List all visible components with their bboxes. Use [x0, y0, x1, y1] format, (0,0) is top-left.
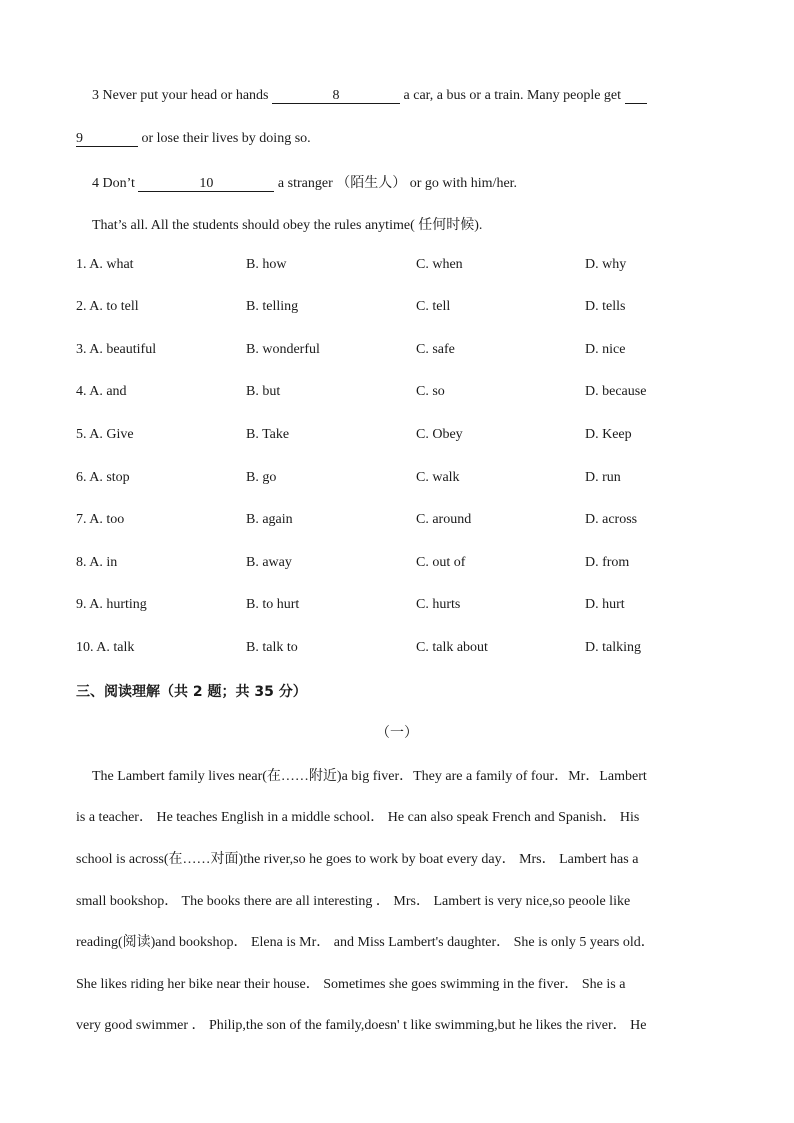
option-a: 4. A. and: [76, 384, 127, 399]
option-row: [76, 470, 736, 490]
rule-4-text: 4 Don’t: [92, 176, 139, 191]
option-b: B. again: [246, 512, 293, 527]
closing-line: That’s all. All the students should obey the rules anytime( 任何时候).: [92, 218, 483, 233]
option-b: B. talk to: [246, 640, 298, 655]
option-b: B. Take: [246, 427, 290, 442]
option-b: B. go: [246, 470, 277, 485]
option-a: 1. A. what: [76, 257, 134, 272]
option-a: 9. A. hurting: [76, 597, 147, 612]
option-d: D. talking: [585, 640, 641, 655]
option-c: C. talk about: [416, 640, 488, 655]
option-d: D. across: [585, 512, 638, 527]
section-heading: 三、阅读理解（共 2 题；共 35 分）: [76, 684, 307, 700]
option-d: D. hurt: [585, 597, 625, 612]
option-a: 2. A. to tell: [76, 299, 139, 314]
option-row: [76, 640, 736, 660]
option-b: B. telling: [246, 299, 299, 314]
option-c: C. around: [416, 512, 472, 527]
option-d: D. from: [585, 555, 630, 570]
passage-line: reading(阅读)and bookshop． Elena is Mr． and Miss Lambert's daughter． She is only 5 years old．: [76, 935, 655, 950]
option-a: 3. A. beautiful: [76, 342, 157, 357]
passage-line: She likes riding her bike near their house． Sometimes she goes swimming in the fiver． She is a: [76, 977, 626, 992]
option-b: B. to hurt: [246, 597, 300, 612]
passage-number: （一）: [376, 726, 418, 741]
rule-4-text-post: a stranger （陌生人） or go with him/her.: [274, 176, 518, 191]
option-d: D. tells: [585, 299, 626, 314]
option-c: C. tell: [416, 299, 451, 314]
option-row: [76, 512, 736, 532]
rule-3-cont-text: or lose their lives by doing so.: [138, 131, 311, 146]
option-b: B. but: [246, 384, 281, 399]
option-d: D. run: [585, 470, 621, 485]
option-b: B. how: [246, 257, 287, 272]
option-row: [76, 342, 736, 362]
option-a: 7. A. too: [76, 512, 125, 527]
rule-4-line: [92, 172, 517, 192]
rule-3-text: 3 Never put your head or hands: [92, 88, 273, 103]
option-c: C. out of: [416, 555, 466, 570]
passage-line: small bookshop． The books there are all interesting ． Mrs． Lambert is very nice,so peoole like: [76, 894, 631, 909]
option-d: D. nice: [585, 342, 626, 357]
option-b: B. wonderful: [246, 342, 320, 357]
rule-3-line: [92, 88, 647, 104]
option-c: C. Obey: [416, 427, 463, 442]
option-c: C. walk: [416, 470, 460, 485]
option-b: B. away: [246, 555, 292, 570]
option-a: 5. A. Give: [76, 427, 134, 442]
blank-8: 8: [272, 89, 400, 104]
passage-line: is a teacher． He teaches English in a middle school． He can also speak French and Spanish． His: [76, 810, 640, 825]
blank-9-start: [625, 89, 647, 104]
option-c: C. so: [416, 384, 445, 399]
option-row: [76, 597, 736, 617]
option-c: C. hurts: [416, 597, 461, 612]
option-row: [76, 257, 736, 277]
blank-10: 10: [138, 177, 274, 192]
option-d: D. Keep: [585, 427, 632, 442]
option-d: D. because: [585, 384, 647, 399]
rule-3-text-post: a car, a bus or a train. Many people get: [400, 88, 625, 103]
option-c: C. when: [416, 257, 463, 272]
option-a: 6. A. stop: [76, 470, 130, 485]
passage-line: The Lambert family lives near(在……附近)a big fiver．They are a family of four．Mr．Lambert: [92, 769, 647, 784]
option-row: [76, 555, 736, 575]
passage-line: very good swimmer ． Philip,the son of the family,doesn' t like swimming,but he likes the river． He: [76, 1018, 647, 1033]
option-row: [76, 427, 736, 447]
blank-9: 9: [76, 132, 138, 147]
option-c: C. safe: [416, 342, 455, 357]
option-row: [76, 299, 736, 319]
passage-line: school is across(在……对面)the river,so he goes to work by boat every day． Mrs． Lambert has a: [76, 852, 639, 867]
option-a: 10. A. talk: [76, 640, 135, 655]
option-a: 8. A. in: [76, 555, 118, 570]
option-row: [76, 384, 736, 404]
rule-3-continuation: [76, 131, 311, 147]
option-d: D. why: [585, 257, 627, 272]
